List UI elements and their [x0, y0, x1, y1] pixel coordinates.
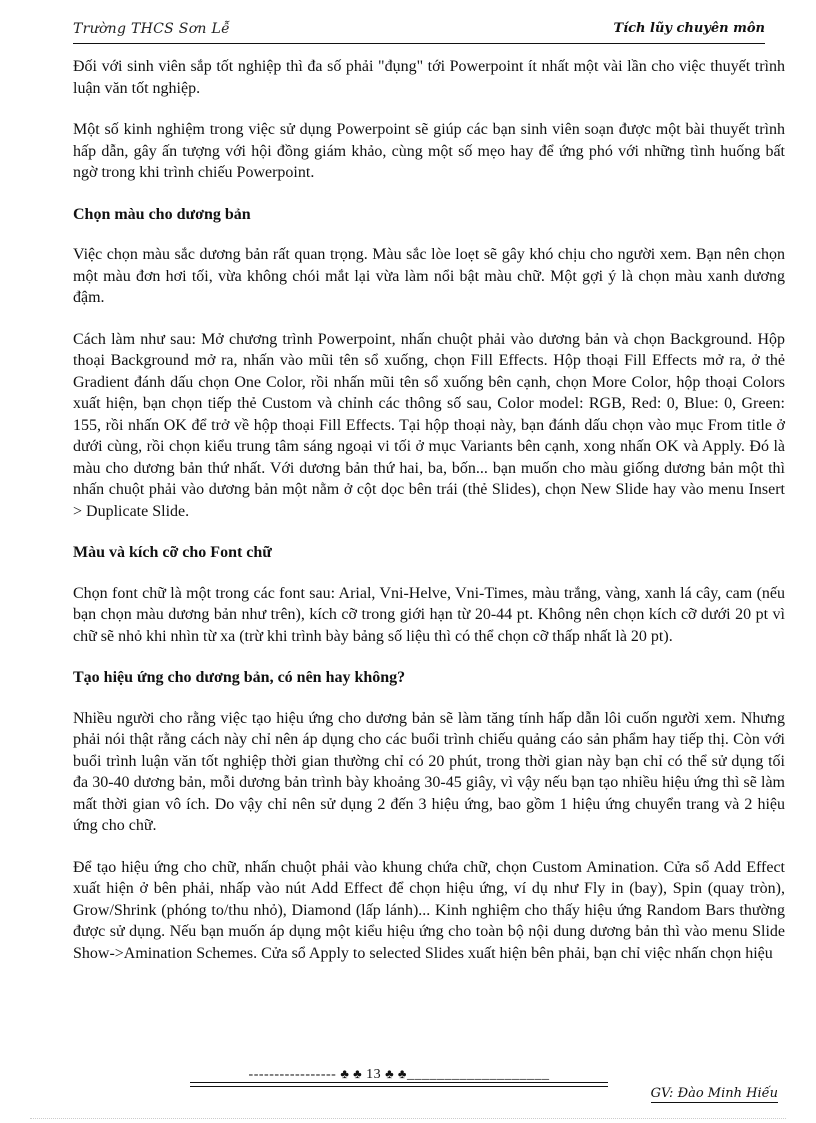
page-footer — [190, 1066, 608, 1088]
page-edge-dots — [30, 1118, 786, 1119]
paragraph: Nhiều người cho rằng việc tạo hiệu ứng cho dương bản sẽ làm tăng tính hấp dẫn lôi cuốn người xem. Nhưng phải nói thật rằng cách này chỉ nên áp dụng cho các buổi trình chiếu quảng cáo sản phẩm hay tiếp thị. Còn với buổi trình luận văn tốt nghiệp thời gian thường chỉ có 20 phút, trong thời gian này bạn chỉ có thể sử dụng tối đa 30-40 dương bản, mỗi dương bản trình bày khoảng 30-45 giây, vì vậy nếu bạn tạo nhiều hiệu ứng thì sẽ làm mất thời gian vô ích. Do vậy chỉ nên sử dụng 2 đến 3 hiệu ứng, bao gồm 1 hiệu ứng chuyển trang và 2 hiệu ứng cho chữ. — [73, 709, 785, 834]
paragraph: Chọn font chữ là một trong các font sau: Arial, Vni-Helve, Vni-Times, màu trắng, vàng, xanh lá cây, cam (nếu bạn chọn màu dương bản như trên), kích cỡ trong giới hạn từ 20-44 pt. Không nên chọn kích cỡ dưới 20 pt vì chữ sẽ nhỏ khi nhìn từ xa (trừ khi trình bày bảng số liệu thì có thể chọn cỡ thấp nhất là 20 pt). — [73, 584, 785, 645]
document-body — [73, 56, 785, 984]
paragraph: Để tạo hiệu ứng cho chữ, nhấn chuột phải vào khung chứa chữ, chọn Custom Amination. Cửa sổ Add Effect xuất hiện ở bên phải, nhấp vào nút Add Effect để chọn hiệu ứng, ví dụ như Fly in (bay), Spin (quay tròn), Grow/Shrink (phóng to/thu nhỏ), Diamond (lấp lánh)... Kinh nghiệm cho thấy hiệu ứng Random Bars thường được sử dụng. Nếu bạn muốn áp dụng một kiểu hiệu ứng cho toàn bộ nội dung dương bản thì vào menu Slide Show->Amination Schemes. Cửa sổ Apply to selected Slides xuất hiện bên phải, bạn chỉ việc nhấn chọn hiệu — [73, 858, 785, 962]
footer-dashes-left: ----------------- — [248, 1067, 337, 1082]
paragraph: Đối với sinh viên sắp tốt nghiệp thì đa số phải "đụng" tới Powerpoint ít nhất một vài lần cho việc thuyết trình luận văn tốt nghiệp. — [73, 58, 785, 97]
section-heading: Tạo hiệu ứng cho dương bản, có nên hay không? — [73, 669, 406, 686]
header-title: Tích lũy chuyên môn — [613, 21, 765, 36]
page-number: 13 — [366, 1067, 382, 1082]
header-rule — [73, 43, 765, 44]
section-heading: Màu và kích cỡ cho Font chữ — [73, 544, 272, 561]
footer-author: GV: Đào Minh Hiếu — [650, 1086, 778, 1101]
paragraph: Việc chọn màu sắc dương bản rất quan trọng. Màu sắc lòe loẹt sẽ gây khó chịu cho người xem. Bạn nên chọn một màu đơn hơi tối, vừa không chói mắt lại vừa làm nổi bật màu chữ. Một gợi ý là chọn màu xanh dương đậm. — [73, 246, 785, 306]
footer-rule — [190, 1082, 608, 1083]
footer-rule — [190, 1086, 608, 1087]
footer-page-marker — [190, 1066, 608, 1083]
paragraph: Cách làm như sau: Mở chương trình Powerpoint, nhấn chuột phải vào dương bản và chọn Background. Hộp thoại Background mở ra, nhấn vào mũi tên sổ xuống, chọn Fill Effects. Hộp thoại Fill Effects mở ra, ở thẻ Gradient đánh dấu chọn One Color, rồi nhấn mũi tên sổ xuống bên cạnh, chọn More Color, hộp thoại Colors xuất hiện, bạn chọn tiếp thẻ Custom và chỉnh các thông số sau, Color model: RGB, Red: 0, Blue: 0, Green: 155, rồi nhấn OK để trở về hộp thoại Fill Effects. Tại hộp thoại này, bạn đánh dấu chọn vào mục From title ở dưới cùng, rồi chọn kiểu trung tâm sáng ngoại vi tối ở mục Variants bên cạnh, xong nhấn OK và Apply. Đó là màu cho dương bản thứ nhất. Với dương bản thứ hai, ba, bốn... bạn muốn cho màu giống dương bản một thì nhấn chuột phải vào dương bản một nằm ở cột dọc bên trái (thẻ Slides), chọn New Slide hay vào menu Insert > Duplicate Slide. — [73, 330, 785, 520]
paragraph: Một số kinh nghiệm trong việc sử dụng Powerpoint sẽ giúp các bạn sinh viên soạn được một bài thuyết trình hấp dẫn, gây ấn tượng với hội đồng giám khảo, cùng một số mẹo hay để ứng phó với những tình huống bất ngờ trong khi trình chiếu Powerpoint. — [73, 121, 785, 181]
club-icon: ♣ ♣ — [340, 1066, 363, 1081]
section-heading: Chọn màu cho dương bản — [73, 205, 251, 223]
page-header — [73, 18, 765, 44]
school-name: Trường THCS Sơn Lễ — [73, 21, 231, 37]
footer-dashes-right: ___________________ — [406, 1067, 550, 1082]
club-icon: ♣ ♣ — [385, 1066, 407, 1081]
